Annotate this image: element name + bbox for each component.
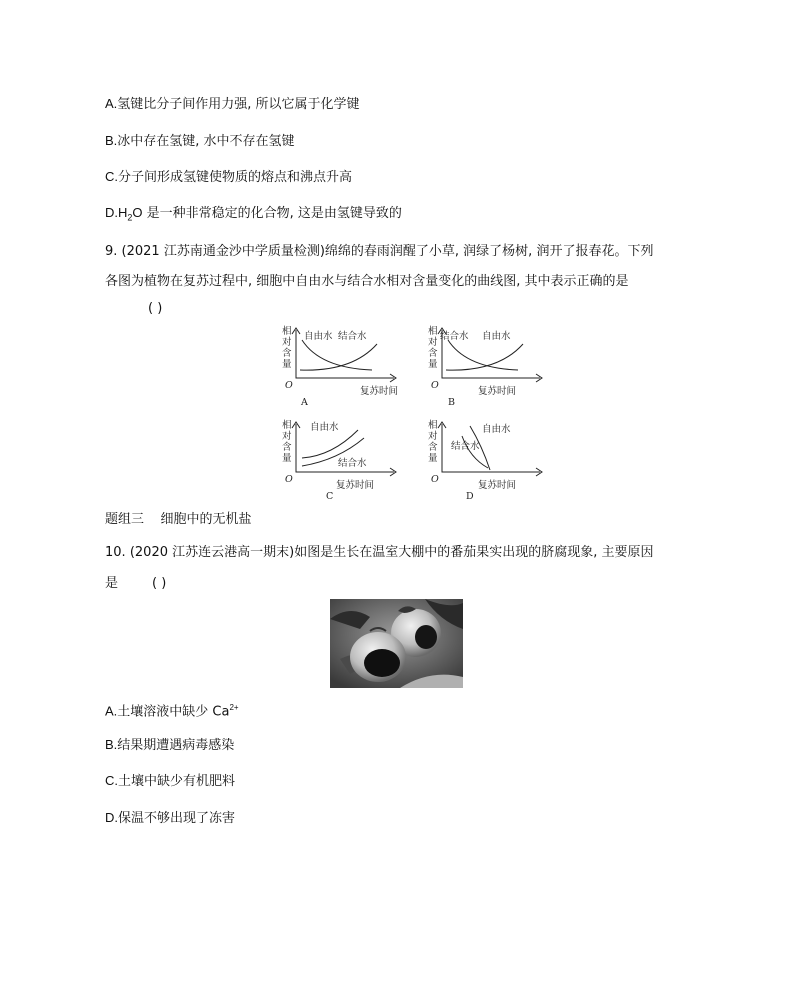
charge-superscript: 2+ (229, 703, 239, 712)
option-text: 土壤溶液中缺少 Ca (117, 704, 230, 720)
ylabel-char: 相 (282, 326, 292, 337)
curve-label-2: 结合水 (338, 331, 367, 342)
question-text: 是 (105, 576, 119, 591)
ylabel-char: 含 (428, 348, 438, 359)
ylabel-char: 相 (428, 420, 438, 431)
option-text: 结果期遭遇病毒感染 (117, 738, 235, 753)
ylabel-char: 相 (428, 326, 438, 337)
option-letter: A. (105, 703, 118, 719)
origin-label: O (285, 474, 293, 485)
curve-label-2: 结合水 (451, 441, 480, 452)
q10-stem-line2 (105, 575, 166, 593)
curve-label-2: 自由水 (482, 331, 511, 342)
curve-free-water (302, 340, 372, 370)
q10-stem-line1 (105, 544, 653, 562)
option-letter: D. (105, 205, 118, 220)
caption: D (466, 491, 474, 502)
ylabel-char: 对 (282, 431, 292, 442)
ylabel-char: 对 (428, 431, 438, 442)
ylabel-char: 对 (428, 337, 438, 348)
q8-option-d (105, 204, 402, 227)
xlabel: 复苏时间 (478, 386, 517, 397)
question-text: 绵绵的春雨润醒了小草, 润绿了杨树, 润开了报春花。下列 (324, 244, 654, 259)
option-letter: C. (105, 773, 118, 788)
origin-label: O (285, 380, 293, 391)
caption: A (301, 397, 308, 408)
option-text: 分子间形成氢键使物质的熔点和沸点升高 (118, 170, 353, 185)
xlabel: 复苏时间 (336, 480, 375, 491)
option-letter: B. (105, 737, 118, 752)
section-title (105, 511, 252, 529)
question-text: 如图是生长在温室大棚中的番茄果实出现的脐腐现象, 主要原因 (294, 545, 654, 560)
option-text: 冰中存在氢键, 水中不存在氢键 (117, 134, 295, 149)
q8-option-c (105, 168, 352, 187)
q10-option-c (105, 772, 235, 791)
curve-free-water (446, 344, 523, 370)
q10-option-b (105, 736, 234, 755)
caption: B (448, 397, 455, 408)
curve-label-2: 结合水 (338, 458, 367, 469)
curve-free-water (302, 430, 358, 458)
formula-h: H (118, 205, 128, 220)
graph-a (272, 322, 432, 412)
answer-blank: ( ) (148, 301, 163, 316)
option-letter: D. (105, 810, 118, 825)
q8-option-a (105, 95, 360, 114)
ylabel-char: 含 (282, 348, 292, 359)
formula-subscript: 2 (127, 212, 133, 223)
ylabel-char: 含 (428, 442, 438, 453)
curve-label-1: 自由水 (482, 424, 511, 435)
ylabel-char: 相 (282, 420, 292, 431)
formula-o: O (132, 205, 143, 220)
ylabel-char: 量 (428, 359, 438, 370)
graph-d (418, 416, 578, 506)
option-letter: B. (105, 133, 118, 148)
question-text: 各图为植物在复苏过程中, 细胞中自由水与结合水相对含量变化的曲线图, 其中表示正确的是 (105, 274, 629, 289)
option-letter: A. (105, 96, 118, 111)
graph-b (418, 322, 578, 412)
option-text: 是一种非常稳定的化合物, 这是由氢键导致的 (142, 206, 402, 221)
option-text: 土壤中缺少有机肥料 (118, 774, 236, 789)
ylabel-char: 量 (428, 453, 438, 464)
origin-label: O (431, 474, 439, 485)
curve-bound-water (300, 344, 377, 370)
q10-option-d (105, 809, 235, 828)
graph-c (272, 416, 432, 506)
q9-answer-paren (148, 300, 162, 318)
q10-option-a (105, 699, 239, 721)
question-source: (2021 江苏南通金沙中学质量检测) (121, 244, 325, 259)
ylabel-char: 含 (282, 442, 292, 453)
option-letter: C. (105, 169, 118, 184)
curve-bound-water (448, 340, 518, 370)
section-title-text: 题组三 细胞中的无机盐 (105, 512, 252, 527)
curve-label-1: 结合水 (440, 331, 469, 342)
ylabel-char: 量 (282, 453, 292, 464)
origin-label: O (431, 380, 439, 391)
curve-label-1: 自由水 (304, 331, 333, 342)
ylabel-char: 量 (282, 359, 292, 370)
question-source: (2020 江苏连云港高一期末) (129, 545, 295, 560)
question-number: 10. (105, 545, 126, 560)
q9-stem-line1 (105, 243, 653, 261)
question-number: 9. (105, 244, 118, 259)
xlabel: 复苏时间 (478, 480, 517, 491)
q9-stem-line2 (105, 273, 629, 291)
tomato-photo (330, 599, 463, 688)
ylabel-char: 对 (282, 337, 292, 348)
q8-option-b (105, 132, 295, 151)
caption: C (326, 491, 334, 502)
option-text: 保温不够出现了冻害 (118, 811, 236, 826)
answer-blank: ( ) (152, 576, 167, 591)
option-text: 氢键比分子间作用力强, 所以它属于化学键 (117, 97, 360, 112)
xlabel: 复苏时间 (360, 386, 399, 397)
curve-label-1: 自由水 (310, 422, 339, 433)
